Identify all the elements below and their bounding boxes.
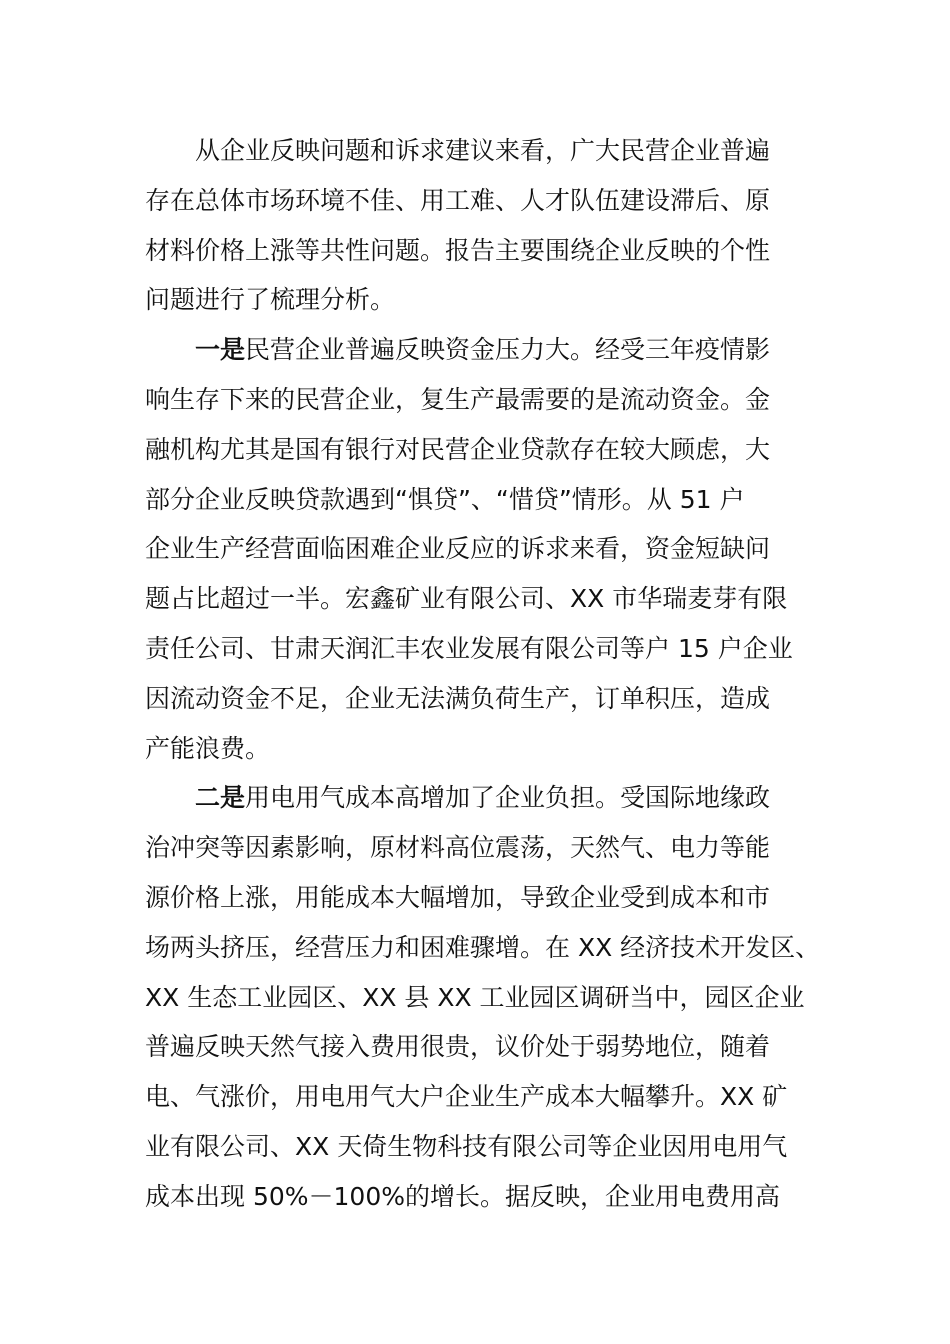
text-line-content: 民营企业普遍反映资金压力大。经受三年疫情影 xyxy=(245,335,771,365)
paragraph-lead: 二是 xyxy=(195,783,246,813)
text-line: 材料价格上涨等共性问题。报告主要围绕企业反映的个性 xyxy=(145,235,771,265)
text-line-content: 用电用气成本高增加了企业负担。受国际地缘政 xyxy=(245,783,771,813)
text-line: 问题进行了梳理分析。 xyxy=(145,285,396,315)
text-line: 融机构尤其是国有银行对民营企业贷款存在较大顾虑，大 xyxy=(145,434,771,464)
text-line: 产能浪费。 xyxy=(145,733,271,763)
text-line: 企业生产经营面临困难企业反应的诉求来看，资金短缺问 xyxy=(145,534,771,564)
text-line: 响生存下来的民营企业，复生产最需要的是流动资金。金 xyxy=(145,384,771,414)
paragraph-point-one xyxy=(145,325,815,773)
text-line: 存在总体市场环境不佳、用工难、人才队伍建设滞后、原 xyxy=(145,185,771,215)
document-body xyxy=(145,126,821,1222)
text-line: 题占比超过一半。宏鑫矿业有限公司、XX 市华瑞麦芽有限 xyxy=(145,584,788,614)
text-line: 部分企业反映贷款遇到“惧贷”、“惜贷”情形。从 51 户 xyxy=(145,484,745,514)
paragraph-intro xyxy=(145,126,815,325)
paragraph-point-two xyxy=(145,773,821,1221)
text-line: 普遍反映天然气接入费用很贵，议价处于弱势地位，随着 xyxy=(145,1032,771,1062)
text-line: 源价格上涨，用能成本大幅增加，导致企业受到成本和市 xyxy=(145,882,771,912)
text-line: XX 生态工业园区、XX 县 XX 工业园区调研当中，园区企业 xyxy=(145,982,805,1012)
text-line: 从企业反映问题和诉求建议来看，广大民营企业普遍 xyxy=(195,136,771,165)
text-line: 场两头挤压，经营压力和困难骤增。在 XX 经济技术开发区、 xyxy=(145,932,821,962)
text-line: 电、气涨价，用电用气大户企业生产成本大幅攀升。XX 矿 xyxy=(145,1082,788,1112)
text-line xyxy=(145,325,815,375)
text-line: 业有限公司、XX 天倚生物科技有限公司等企业因用电用气 xyxy=(145,1131,788,1161)
text-line: 治冲突等因素影响，原材料高位震荡，天然气、电力等能 xyxy=(145,833,771,863)
text-line xyxy=(145,773,815,823)
paragraph-lead: 一是 xyxy=(195,335,246,365)
text-line: 责任公司、甘肃天润汇丰农业发展有限公司等户 15 户企业 xyxy=(145,633,793,663)
text-line: 因流动资金不足，企业无法满负荷生产，订单积压，造成 xyxy=(145,683,771,713)
text-line: 成本出现 50%－100%的增长。据反映，企业用电费用高 xyxy=(145,1181,780,1211)
